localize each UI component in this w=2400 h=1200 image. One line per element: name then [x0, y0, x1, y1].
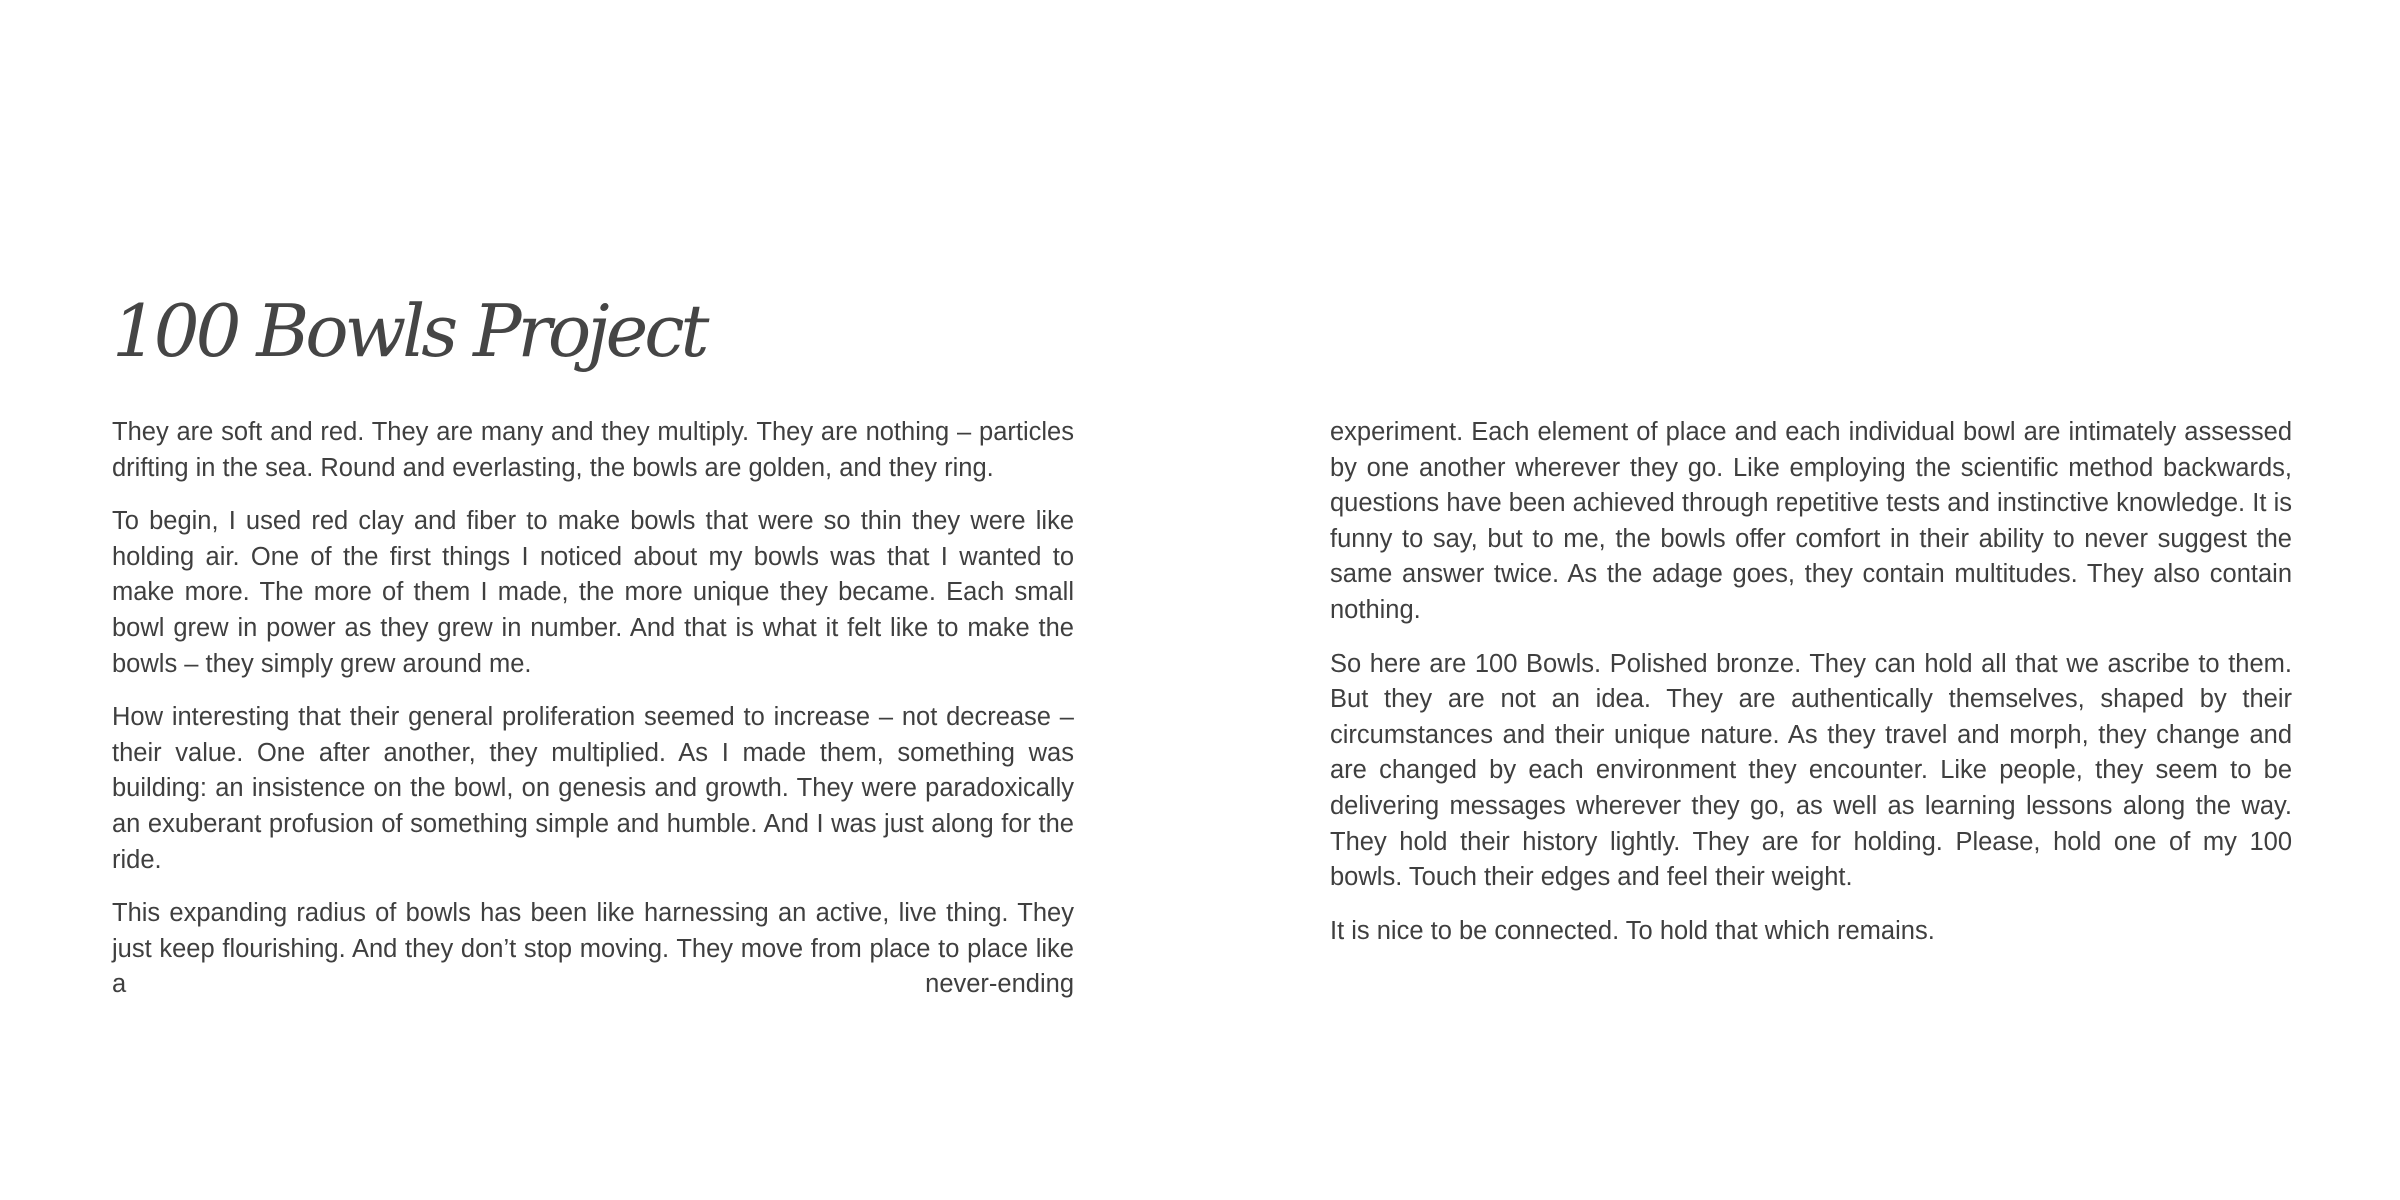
- page-title: 100 Bowls Project: [112, 289, 706, 373]
- left-text-column: [112, 415, 1074, 1003]
- paragraph: They are soft and red. They are many and they multiply. They are nothing – particles drifting in the sea. Round and everlasting, the bowls are golden, and they ring.: [112, 418, 1074, 482]
- paragraph: How interesting that their general proliferation seemed to increase – not decrease – their value. One after another, they multiplied. As I made them, something was building: an insistence on the bowl, on genesis and growth. They were paradoxically an exuberant profusion of something simple and humble. And I was just along for the ride.: [112, 703, 1074, 874]
- paragraph: experiment. Each element of place and each individual bowl are intimately assessed by one another wherever they go. Like employing the scientific method backwards, questions have been achieved through repetitive tests and instinctive knowledge. It is funny to say, but to me, the bowls offer comfort in their ability to never suggest the same answer twice. As the adage goes, they contain multitudes. They also contain nothing.: [1330, 418, 2292, 624]
- paragraph: This expanding radius of bowls has been like harnessing an active, live thing. They just keep flourishing. And they don’t stop moving. They move from place to place like a never-ending: [112, 899, 1074, 999]
- paragraph: It is nice to be connected. To hold that which remains.: [1330, 916, 1935, 945]
- right-text-column: [1330, 415, 2292, 949]
- paragraph: So here are 100 Bowls. Polished bronze. They can hold all that we ascribe to them. But they are not an idea. They are authentically themselves, shaped by their circumstances and their unique nature. As they travel and morph, they change and are changed by each environment they encounter. Like people, they seem to be delivering messages wherever they go, as well as learning lessons along the way. They hold their history lightly. They are for holding. Please, hold one of my 100 bowls. Touch their edges and feel their weight.: [1330, 649, 2292, 892]
- paragraph: To begin, I used red clay and fiber to make bowls that were so thin they were like holding air. One of the first things I noticed about my bowls was that I wanted to make more. The more of them I made, the more unique they became. Each small bowl grew in power as they grew in number. And that is what it felt like to make the bowls – they simply grew around me.: [112, 507, 1074, 678]
